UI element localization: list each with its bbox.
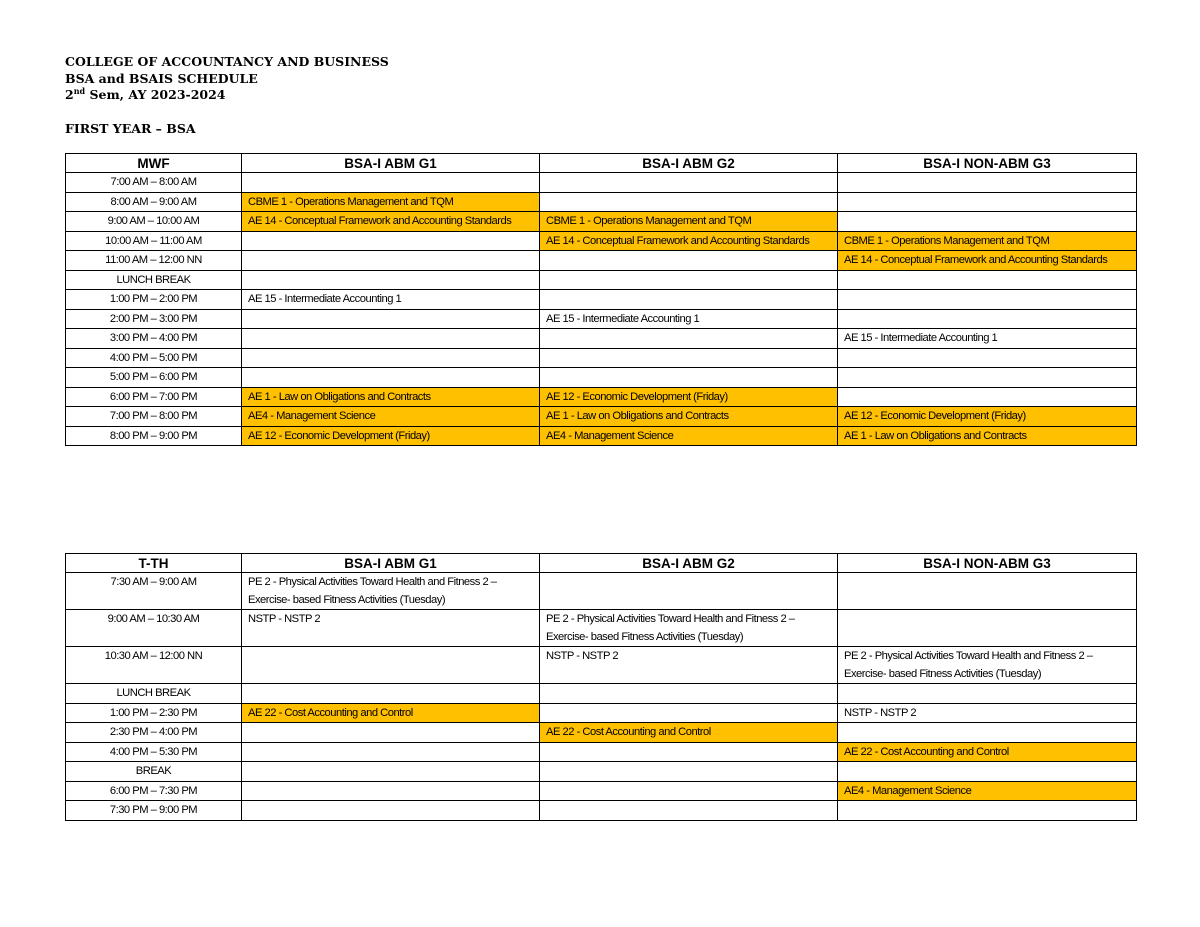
class-cell: [540, 742, 838, 762]
table-row: [66, 387, 1137, 407]
table-row: [66, 647, 1137, 684]
class-cell: [242, 251, 540, 271]
class-cell: CBME 1 - Operations Management and TQM: [540, 212, 838, 232]
class-cell: [838, 309, 1137, 329]
class-cell: NSTP - NSTP 2: [540, 647, 838, 684]
semester-suffix: nd: [73, 85, 86, 96]
class-cell: AE4 - Management Science: [540, 426, 838, 446]
time-slot: 6:00 PM – 7:00 PM: [66, 387, 242, 407]
class-cell: [838, 573, 1137, 610]
time-slot: 9:00 AM – 10:00 AM: [66, 212, 242, 232]
time-slot: 9:00 AM – 10:30 AM: [66, 610, 242, 647]
class-cell: [838, 368, 1137, 388]
class-cell: [242, 742, 540, 762]
table-row: [66, 348, 1137, 368]
college-name: COLLEGE OF ACCOUNTANCY AND BUSINESS: [65, 54, 389, 69]
table-row: [66, 212, 1137, 232]
time-slot: BREAK: [66, 762, 242, 782]
class-cell: AE 15 - Intermediate Accounting 1: [540, 309, 838, 329]
time-slot: 7:00 PM – 8:00 PM: [66, 407, 242, 427]
class-cell: [242, 368, 540, 388]
class-cell: AE 14 - Conceptual Framework and Accounting Standards: [540, 231, 838, 251]
class-cell: [540, 703, 838, 723]
table-row: [66, 290, 1137, 310]
class-cell: [838, 290, 1137, 310]
semester-number: 2: [65, 87, 74, 102]
class-cell: [540, 684, 838, 704]
class-cell: [242, 231, 540, 251]
section-header: BSA-I NON-ABM G3: [838, 154, 1137, 173]
table-row: [66, 309, 1137, 329]
class-cell: [838, 387, 1137, 407]
time-slot: LUNCH BREAK: [66, 684, 242, 704]
table-row: [66, 610, 1137, 647]
class-cell: [242, 329, 540, 349]
class-cell: [838, 212, 1137, 232]
class-cell: [838, 348, 1137, 368]
class-cell: [540, 192, 838, 212]
table-row: [66, 703, 1137, 723]
time-slot: 5:00 PM – 6:00 PM: [66, 368, 242, 388]
class-cell: [242, 173, 540, 193]
class-cell: [242, 647, 540, 684]
class-cell: NSTP - NSTP 2: [838, 703, 1137, 723]
class-cell: [838, 610, 1137, 647]
table-row: [66, 781, 1137, 801]
class-cell: CBME 1 - Operations Management and TQM: [838, 231, 1137, 251]
class-cell: [838, 270, 1137, 290]
class-cell: AE 22 - Cost Accounting and Control: [540, 723, 838, 743]
class-cell: [242, 781, 540, 801]
class-cell: PE 2 - Physical Activities Toward Health and Fitness 2 – Exercise- based Fitness Activities (Tuesday): [838, 647, 1137, 684]
table-header-row: [66, 554, 1137, 573]
class-cell: NSTP - NSTP 2: [242, 610, 540, 647]
class-cell: AE 12 - Economic Development (Friday): [838, 407, 1137, 427]
table-row: [66, 192, 1137, 212]
class-cell: AE4 - Management Science: [838, 781, 1137, 801]
time-slot: 4:00 PM – 5:00 PM: [66, 348, 242, 368]
time-slot: 7:30 PM – 9:00 PM: [66, 801, 242, 821]
academic-year: Sem, AY 2023-2024: [85, 87, 226, 102]
class-cell: AE 14 - Conceptual Framework and Accounting Standards: [838, 251, 1137, 271]
class-cell: [540, 173, 838, 193]
class-cell: [242, 684, 540, 704]
table-row: [66, 723, 1137, 743]
time-slot: 4:00 PM – 5:30 PM: [66, 742, 242, 762]
section-title: FIRST YEAR – BSA: [65, 121, 196, 136]
time-slot: 2:30 PM – 4:00 PM: [66, 723, 242, 743]
class-cell: AE 15 - Intermediate Accounting 1: [838, 329, 1137, 349]
section-header: BSA-I ABM G1: [242, 554, 540, 573]
class-cell: [242, 723, 540, 743]
day-header: T-TH: [66, 554, 242, 573]
class-cell: AE 22 - Cost Accounting and Control: [838, 742, 1137, 762]
class-cell: PE 2 - Physical Activities Toward Health and Fitness 2 – Exercise- based Fitness Activities (Tuesday): [540, 610, 838, 647]
class-cell: [838, 684, 1137, 704]
class-cell: [540, 781, 838, 801]
table-row: [66, 368, 1137, 388]
class-cell: [540, 348, 838, 368]
table-row: [66, 173, 1137, 193]
class-cell: [242, 762, 540, 782]
time-slot: 7:00 AM – 8:00 AM: [66, 173, 242, 193]
mwf-schedule-table: [65, 153, 1137, 446]
class-cell: [242, 309, 540, 329]
table-row: [66, 231, 1137, 251]
class-cell: [242, 801, 540, 821]
schedule-title: BSA and BSAIS SCHEDULE: [65, 70, 258, 86]
table-row: [66, 329, 1137, 349]
class-cell: [540, 290, 838, 310]
table-header-row: [66, 154, 1137, 173]
class-cell: AE 1 - Law on Obligations and Contracts: [242, 387, 540, 407]
time-slot: 7:30 AM – 9:00 AM: [66, 573, 242, 610]
table-row: [66, 426, 1137, 446]
class-cell: [540, 573, 838, 610]
table-row: [66, 270, 1137, 290]
class-cell: [540, 329, 838, 349]
table-row: [66, 762, 1137, 782]
class-cell: AE 12 - Economic Development (Friday): [540, 387, 838, 407]
section-header: BSA-I ABM G2: [540, 554, 838, 573]
time-slot: 1:00 PM – 2:00 PM: [66, 290, 242, 310]
table-row: [66, 742, 1137, 762]
table-row: [66, 684, 1137, 704]
class-cell: [838, 801, 1137, 821]
class-cell: [540, 270, 838, 290]
class-cell: CBME 1 - Operations Management and TQM: [242, 192, 540, 212]
time-slot: 2:00 PM – 3:00 PM: [66, 309, 242, 329]
time-slot: LUNCH BREAK: [66, 270, 242, 290]
time-slot: 8:00 AM – 9:00 AM: [66, 192, 242, 212]
class-cell: [540, 368, 838, 388]
class-cell: AE4 - Management Science: [242, 407, 540, 427]
tth-schedule-table: [65, 553, 1137, 821]
class-cell: [242, 270, 540, 290]
document-header: [65, 54, 389, 104]
table-row: [66, 573, 1137, 610]
class-cell: AE 22 - Cost Accounting and Control: [242, 703, 540, 723]
class-cell: [838, 762, 1137, 782]
class-cell: AE 15 - Intermediate Accounting 1: [242, 290, 540, 310]
table-row: [66, 407, 1137, 427]
class-cell: [838, 723, 1137, 743]
class-cell: [838, 173, 1137, 193]
section-header: BSA-I ABM G1: [242, 154, 540, 173]
section-header: BSA-I NON-ABM G3: [838, 554, 1137, 573]
class-cell: [540, 251, 838, 271]
time-slot: 8:00 PM – 9:00 PM: [66, 426, 242, 446]
table-row: [66, 801, 1137, 821]
class-cell: [242, 348, 540, 368]
class-cell: PE 2 - Physical Activities Toward Health and Fitness 2 – Exercise- based Fitness Activities (Tuesday): [242, 573, 540, 610]
class-cell: AE 1 - Law on Obligations and Contracts: [540, 407, 838, 427]
class-cell: [540, 762, 838, 782]
time-slot: 1:00 PM – 2:30 PM: [66, 703, 242, 723]
class-cell: [838, 192, 1137, 212]
time-slot: 10:30 AM – 12:00 NN: [66, 647, 242, 684]
day-header: MWF: [66, 154, 242, 173]
class-cell: [540, 801, 838, 821]
section-header: BSA-I ABM G2: [540, 154, 838, 173]
semester-line: [65, 87, 389, 104]
time-slot: 10:00 AM – 11:00 AM: [66, 231, 242, 251]
class-cell: AE 14 - Conceptual Framework and Accounting Standards: [242, 212, 540, 232]
class-cell: AE 12 - Economic Development (Friday): [242, 426, 540, 446]
table-row: [66, 251, 1137, 271]
class-cell: AE 1 - Law on Obligations and Contracts: [838, 426, 1137, 446]
time-slot: 6:00 PM – 7:30 PM: [66, 781, 242, 801]
time-slot: 11:00 AM – 12:00 NN: [66, 251, 242, 271]
time-slot: 3:00 PM – 4:00 PM: [66, 329, 242, 349]
